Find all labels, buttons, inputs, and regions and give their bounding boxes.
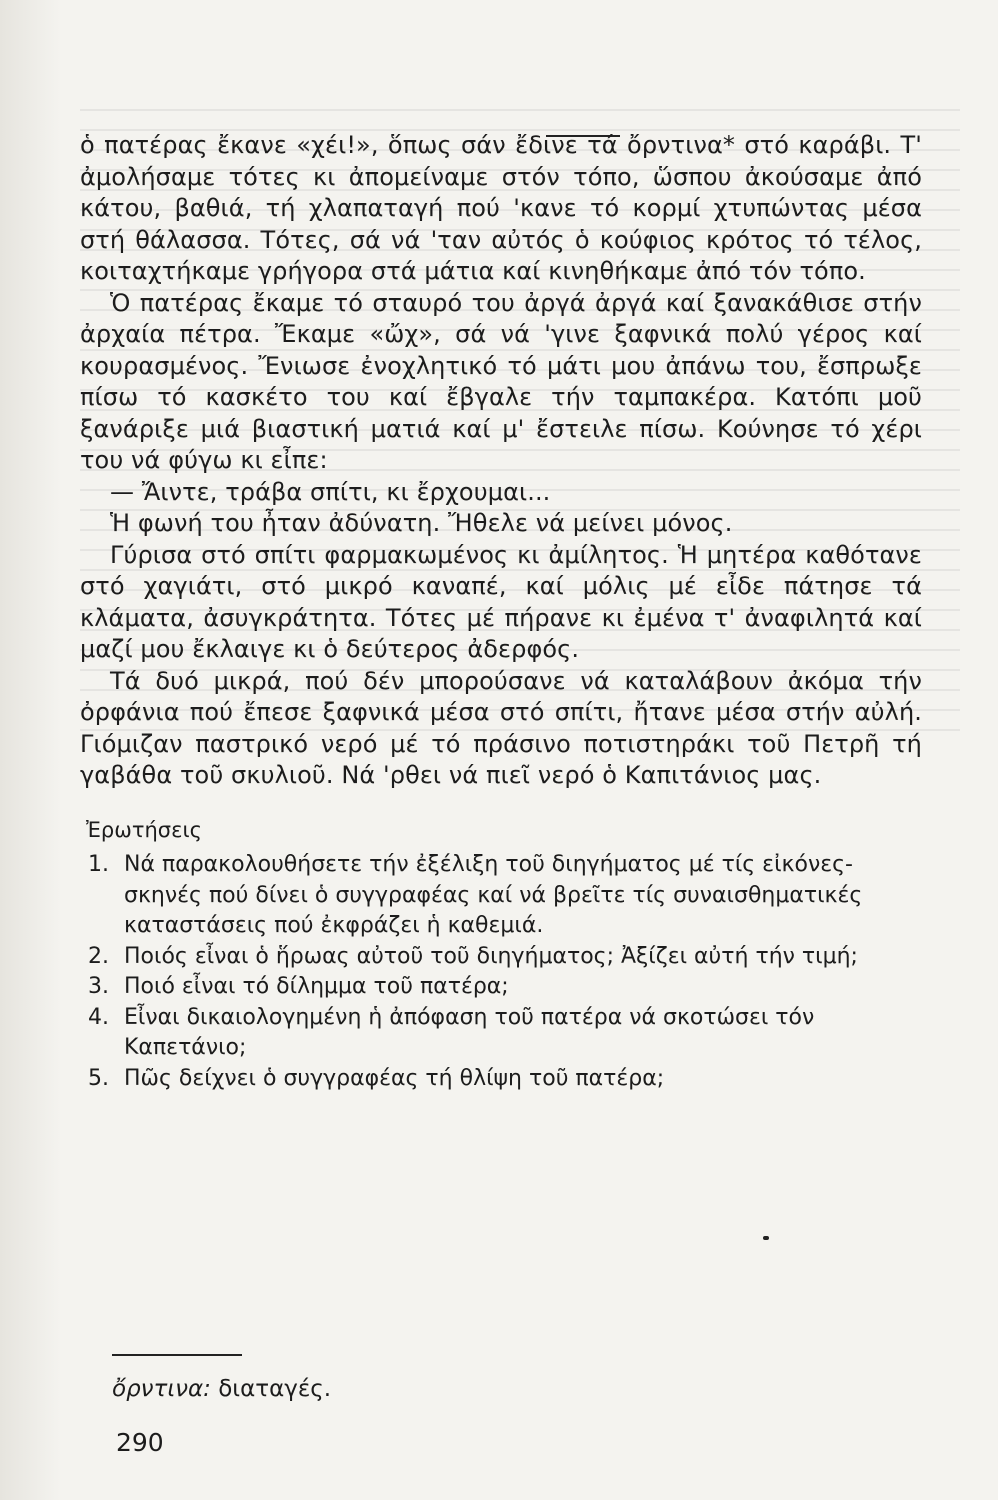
body-text <box>80 130 922 792</box>
question-text: Ποιό εἶναι τό δίλημμα τοῦ πατέρα; <box>124 974 509 999</box>
page-number: 290 <box>116 1428 164 1457</box>
page-edge <box>0 0 60 1500</box>
paragraph-3: Ἡ φωνή του ἦταν ἀδύνατη. Ἤθελε νά μείνει μόνος. <box>110 509 733 537</box>
footnote-rule <box>112 1354 242 1356</box>
question-number: 4. <box>88 1004 109 1030</box>
paragraph-2: Ὁ πατέρας ἔκαμε τό σταυρό του ἀργά ἀργά καί ξανακάθισε στήν ἀρχαία πέτρα. Ἔκαμε «ὤχ», σά νά 'γινε ξαφνικά πολύ γέρος καί κουρασμένος. Ἔνιωσε ἐνοχλητικό τό μάτι μου ἀπάνω του, ἔσπρωξε πίσω τό κασκέτο του καί ἔβγαλε τήν ταμπακέρα. Κατόπι μοῦ ξανάριξε μιά βιαστική ματιά καί μ' ἔστειλε πίσω. Κούνησε τό χέρι του νά φύγω κι εἶπε: <box>80 288 922 474</box>
question-text: Πῶς δείχνει ὁ συγγραφέας τή θλίψη τοῦ πατέρα; <box>124 1065 665 1091</box>
question-text: Εἶναι δικαιολογημένη ἡ ἀπόφαση τοῦ πατέρα νά σκοτώσει τόν Καπετάνιο; <box>124 1004 815 1060</box>
paragraph-4: Γύρισα στό σπίτι φαρμακωμένος κι ἀμίλητος. Ἡ μητέρα καθότανε στό χαγιάτι, στό μικρό καναπέ, καί μόλις μέ εἶδε πάτησε τά κλάματα, ἀσυγκράτητα. Τότες μέ πήρανε κι ἐμένα τ' ἀναφιλητά καί μαζί μου ἔκλαιγε κι ὁ δεύτερος ἀδερφός. <box>80 540 922 663</box>
question-text: Νά παρακολουθήσετε τήν ἐξέλιξη τοῦ διηγήματος μέ τίς εἰκόνες-σκηνές πού δίνει ὁ συγγραφέας καί νά βρεῖτε τίς συναισθηματικές καταστάσεις πού ἐκφράζει ἡ καθεμιά. <box>124 852 863 938</box>
questions-heading: Ἐρωτήσεις <box>86 818 202 842</box>
print-speck <box>763 1236 769 1240</box>
paragraph-5: Τά δυό μικρά, πού δέν μπορούσανε νά καταλάβουν ἀκόμα τήν ὀρφάνια πού ἔπεσε ξαφνικά μέσα στό σπίτι, ἤτανε μέσα στήν αὐλή. Γιόμιζαν παστρικό νερό μέ τό πράσινο ποτιστηράκι τοῦ Πετρῆ τή γαβάθα τοῦ σκυλιοῦ. Νά 'ρθει νά πιεῖ νερό ὁ Καπιτάνιος μας. <box>80 666 922 789</box>
question-item <box>88 1003 928 1064</box>
footnote <box>112 1374 331 1404</box>
question-item <box>88 1064 928 1095</box>
question-number: 2. <box>88 943 109 969</box>
question-text: Ποιός εἶναι ὁ ἥρωας αὐτοῦ τοῦ διηγήματος; Ἀξίζει αὐτή τήν τιμή; <box>124 943 858 969</box>
question-number: 3. <box>88 974 109 999</box>
footnote-term: ὄρντινα: <box>112 1376 211 1402</box>
question-item <box>88 972 928 1003</box>
question-item <box>88 850 928 942</box>
paragraph-1: ὁ πατέρας ἔκανε «χέι!», ὅπως σάν ἔδινε τά ὄρντινα* στό καράβι. Τ' ἀμολήσαμε τότες κι ἀπομείναμε στόν τόπο, ὥσπου ἀκούσαμε ἀπό κάτου, βαθιά, τή χλαπαταγή πού 'κανε τό κορμί χτυπώντας μέσα στή θάλασσα. Τότες, σά νά 'ταν αὐτός ὁ κούφιος κρότος τό τέλος, κοιταχτήκαμε γρήγορα στά μάτια καί κινηθήκαμε ἀπό τόν τόπο. <box>80 131 922 285</box>
dialogue-line: — Ἄιντε, τράβα σπίτι, κι ἔρχουμαι... <box>110 477 551 506</box>
question-number: 1. <box>88 852 109 877</box>
question-item <box>88 942 928 973</box>
question-number: 5. <box>88 1065 109 1091</box>
footnote-definition: διαταγές. <box>218 1376 332 1402</box>
questions-list <box>88 850 928 1094</box>
